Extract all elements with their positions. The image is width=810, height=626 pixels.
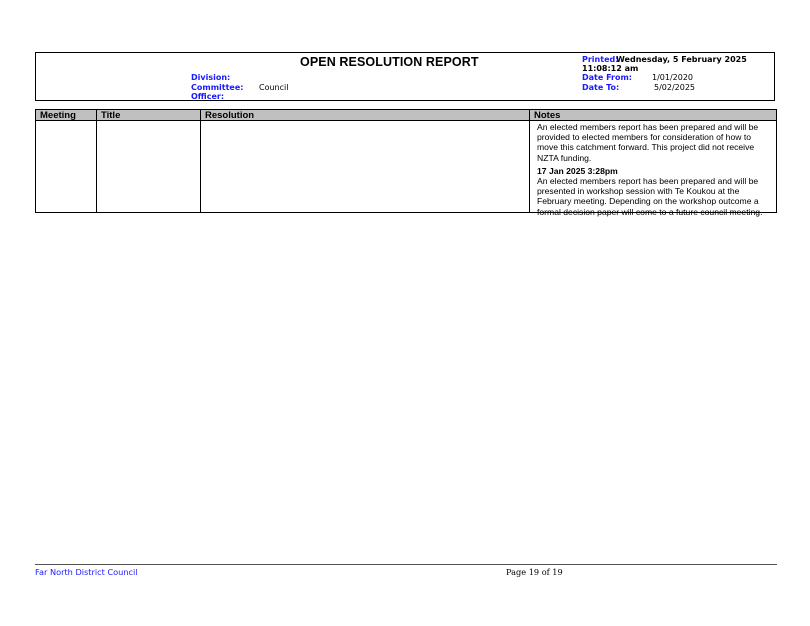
- column-divider: [529, 110, 530, 212]
- committee-value: Council: [259, 83, 289, 92]
- officer-label: Officer:: [191, 92, 225, 101]
- date-to-value: 5/02/2025: [654, 83, 696, 92]
- footer-organisation: Far North District Council: [35, 567, 138, 577]
- column-header-title: Title: [101, 110, 121, 121]
- footer-divider: [35, 564, 777, 565]
- table-header-row: [36, 110, 776, 121]
- division-label: Division:: [191, 73, 231, 82]
- page-number: Page 19 of 19: [506, 567, 563, 577]
- resolution-table: [35, 109, 777, 217]
- column-header-notes: Notes: [534, 110, 561, 121]
- date-to-label: Date To:: [582, 83, 620, 92]
- note-text: An elected members report has been prepared and will be presented in workshop session with Te Koukou at the February meeting. Depending on the workshop outcome a formal decision paper will come to a future council meeting.: [537, 176, 763, 217]
- cell-notes: [537, 122, 769, 217]
- printed-date: Wednesday, 5 February 2025: [616, 55, 747, 64]
- note-text: An elected members report has been prepared and will be provided to elected members for consideration of how to move this catchment forward. This project did not receive NZTA funding.: [537, 122, 759, 163]
- printed-label: Printed:: [582, 55, 619, 64]
- column-divider: [96, 110, 97, 212]
- date-from-label: Date From:: [582, 73, 633, 82]
- committee-label: Committee:: [191, 83, 244, 92]
- date-from-value: 1/01/2020: [652, 73, 694, 82]
- report-title: OPEN RESOLUTION REPORT: [300, 55, 479, 69]
- printed-time: 11:08:12 am: [582, 64, 639, 73]
- note-timestamp: 17 Jan 2025 3:28pm: [537, 165, 618, 176]
- column-header-resolution: Resolution: [205, 110, 255, 121]
- column-header-meeting: Meeting: [40, 110, 76, 121]
- column-divider: [200, 110, 201, 212]
